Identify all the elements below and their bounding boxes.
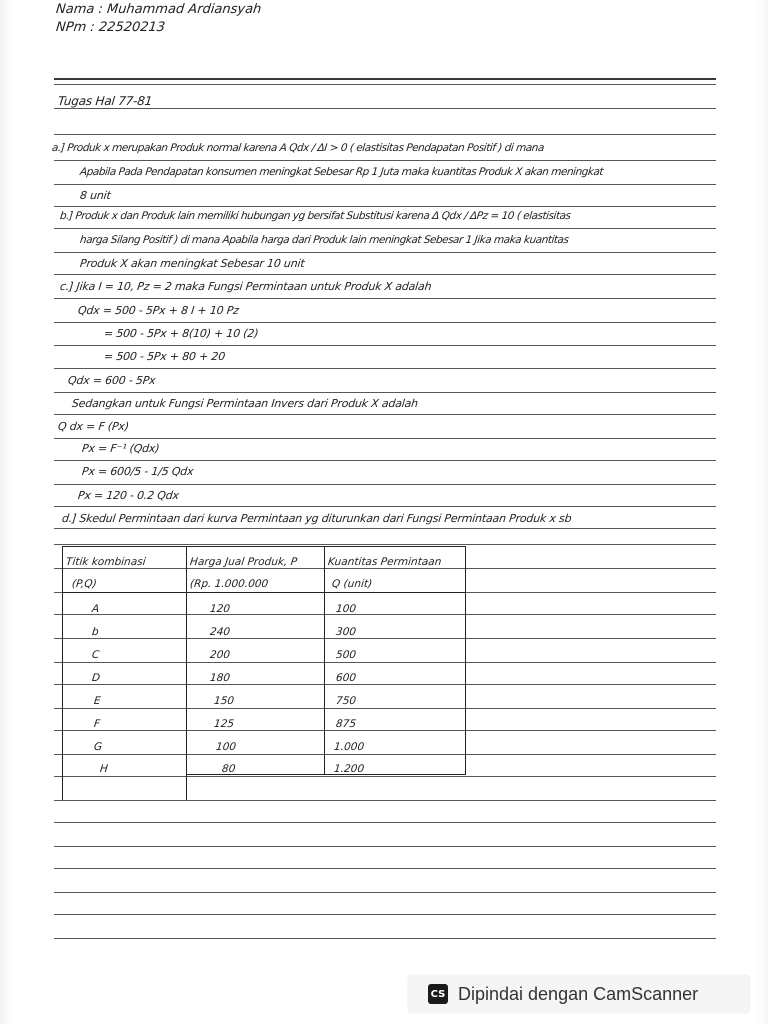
ruled-line	[54, 662, 716, 663]
equation-line: Px = F⁻¹ (Qdx)	[81, 442, 161, 455]
ruled-line	[54, 776, 716, 777]
ruled-line	[54, 914, 716, 915]
table-cell-qty: 1.000	[333, 741, 365, 753]
ruled-line	[54, 108, 716, 109]
ruled-line	[54, 368, 716, 369]
ruled-line	[54, 484, 716, 485]
answer-b-line-2: harga Silang Positif ) di mana Apabila harga dari Produk lain meningkat Sebesar 1 Jika maka kuantitas	[79, 234, 570, 246]
table-cell-qty: 750	[335, 695, 357, 707]
camscanner-text: Dipindai dengan CamScanner	[458, 983, 699, 1004]
equation-line: Qdx = 600 - 5Px	[67, 374, 157, 387]
table-cell-qty: 500	[335, 649, 357, 661]
ruled-line	[54, 846, 716, 847]
ruled-line	[54, 184, 716, 185]
ruled-line	[54, 134, 716, 135]
equation-line: = 500 - 5Px + 80 + 20	[103, 350, 226, 363]
table-cell-qty: 1.200	[333, 763, 365, 775]
table-cell-point: G	[93, 741, 103, 753]
equation-line: Q dx = F (Px)	[57, 420, 130, 433]
npm-line: NPm : 22520213	[55, 20, 166, 35]
ruled-line	[54, 938, 716, 939]
ruled-line	[54, 160, 716, 161]
ruled-line	[54, 414, 716, 415]
ruled-line	[54, 345, 716, 346]
table-cell-point: E	[93, 695, 102, 707]
table-cell-point: F	[93, 718, 101, 730]
equation-line: Px = 600/5 - 1/5 Qdx	[81, 465, 195, 478]
table-cell-point: C	[91, 649, 100, 661]
table-cell-price: 100	[215, 741, 237, 753]
answer-c-line-1: c.] Jika I = 10, Pz = 2 maka Fungsi Permintaan untuk Produk X adalah	[59, 280, 433, 293]
equation-line: = 500 - 5Px + 8(10) + 10 (2)	[103, 327, 259, 340]
table-cell-qty: 600	[335, 672, 357, 684]
table-header-col2-line1: Harga Jual Produk, P	[189, 556, 298, 568]
table-cell-price: 240	[209, 626, 231, 638]
ruled-line	[54, 638, 716, 639]
answer-a-line-2: Apabila Pada Pendapatan konsumen meningkat Sebesar Rp 1 Juta maka kuantitas Produk X akan meningkat	[79, 166, 604, 178]
ruled-line	[54, 614, 716, 615]
ruled-line	[54, 708, 716, 709]
camscanner-logo-icon: CS	[428, 984, 448, 1004]
answer-b-line-3: Produk X akan meningkat Sebesar 10 unit	[79, 257, 306, 270]
ruled-line	[54, 892, 716, 893]
ruled-line	[54, 730, 716, 731]
answer-c-line-2: Sedangkan untuk Fungsi Permintaan Invers dari Produk X adalah	[71, 397, 419, 410]
ruled-line	[54, 392, 716, 393]
table-cell-price: 150	[213, 695, 235, 707]
ruled-line	[54, 684, 716, 685]
table-header-col3-line1: Kuantitas Permintaan	[327, 556, 442, 568]
table-cell-price: 125	[213, 718, 235, 730]
equation-line: Px = 120 - 0.2 Qdx	[77, 489, 180, 502]
table-header-col1-line1: Titik kombinasi	[65, 556, 147, 568]
table-cell-qty: 300	[335, 626, 357, 638]
ruled-line	[54, 252, 716, 253]
ruled-line	[54, 322, 716, 323]
ruled-line	[54, 754, 716, 755]
table-header-col3-line2: Q (unit)	[331, 578, 373, 590]
answer-a-line-1: a.] Produk x merupakan Produk normal karena A Qdx / ΔI > 0 ( elastisitas Pendapatan Positif ) di mana	[51, 142, 545, 154]
ruled-line	[54, 460, 716, 461]
table-cell-price: 80	[221, 763, 237, 775]
ruled-line	[54, 822, 716, 823]
ruled-line	[54, 298, 716, 299]
table-cell-qty: 875	[335, 718, 357, 730]
ruled-line	[54, 274, 716, 275]
table-header-col1-line2: (P,Q)	[71, 578, 98, 590]
table-cell-point: D	[91, 672, 101, 684]
name-line: Nama : Muhammad Ardiansyah	[55, 2, 263, 17]
ruled-line	[54, 78, 716, 80]
table-cell-qty: 100	[335, 603, 357, 615]
camscanner-badge	[408, 975, 750, 1013]
ruled-line	[54, 506, 716, 507]
answer-d-line-1: d.] Skedul Permintaan dari kurva Permintaan yg diturunkan dari Fungsi Permintaan Produk x sb	[61, 512, 573, 525]
table-cell-point: A	[91, 603, 100, 615]
answer-a-line-3: 8 unit	[79, 189, 112, 202]
ruled-line	[54, 84, 716, 85]
ruled-line	[54, 544, 716, 545]
ruled-line	[54, 206, 716, 207]
table-cell-price: 180	[209, 672, 231, 684]
table-cell-price: 200	[209, 649, 231, 661]
ruled-line	[54, 528, 716, 529]
ruled-line	[54, 800, 716, 801]
page-title: Tugas Hal 77-81	[57, 94, 153, 108]
ruled-line	[54, 568, 716, 569]
equation-line: Qdx = 500 - 5Px + 8 I + 10 Pz	[77, 304, 240, 317]
table-cell-price: 120	[209, 603, 231, 615]
table-header-col2-line2: (Rp. 1.000.000	[189, 578, 269, 590]
ruled-line	[54, 228, 716, 229]
answer-b-line-1: b.] Produk x dan Produk lain memiliki hubungan yg bersifat Substitusi karena Δ Qdx / ΔPz = 10 ( elastisitas	[59, 210, 572, 222]
table-cell-point: H	[99, 763, 109, 775]
ruled-line	[54, 868, 716, 869]
ruled-line	[54, 438, 716, 439]
table-cell-point: b	[91, 626, 100, 638]
